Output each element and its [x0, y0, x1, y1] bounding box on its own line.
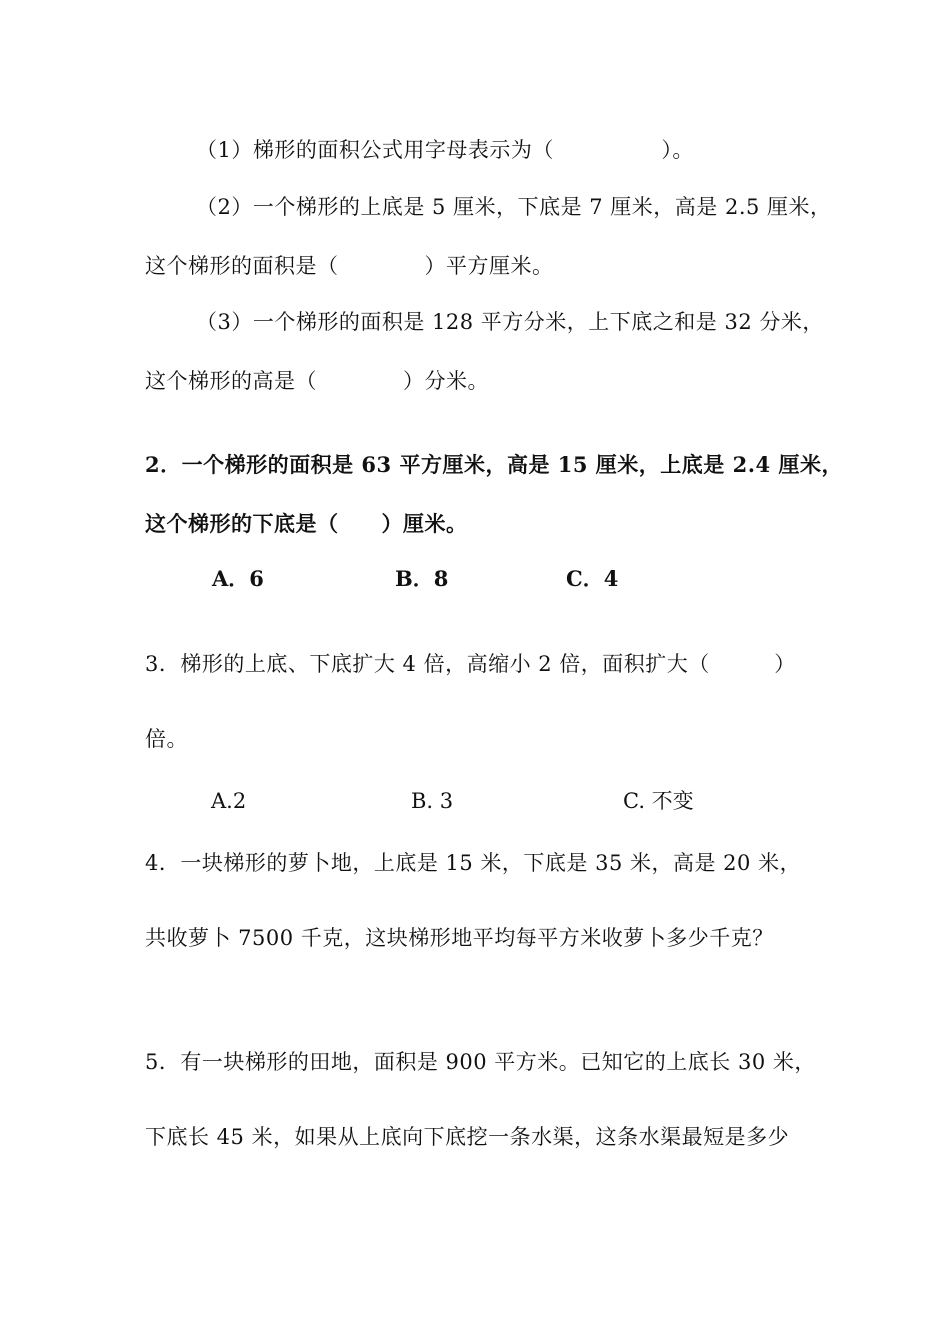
- q3-line1: 3．梯形的上底、下底扩大 4 倍，高缩小 2 倍，面积扩大（ ）: [145, 652, 796, 676]
- q1-sub2-line2: 这个梯形的面积是（ ）平方厘米。: [145, 254, 554, 278]
- q1-sub2-line1: （2）一个梯形的上底是 5 厘米，下底是 7 厘米，高是 2.5 厘米，: [196, 195, 832, 219]
- q4-line2: 共收萝卜 7500 千克，这块梯形地平均每平方米收萝卜多少千克？: [145, 926, 774, 950]
- q1-sub1-text: （1）梯形的面积公式用字母表示为（ ）。: [196, 138, 694, 162]
- q3-option-a: A.2: [211, 789, 247, 813]
- q2-option-b: B．8: [395, 566, 449, 591]
- q2-option-c: C．4: [566, 566, 619, 591]
- q3-option-b: B. 3: [411, 789, 454, 813]
- q4-line1: 4．一块梯形的萝卜地，上底是 15 米，下底是 35 米，高是 20 米，: [145, 851, 802, 875]
- q1-sub3-line2: 这个梯形的高是（ ）分米。: [145, 369, 489, 393]
- q1-sub3-line1: （3）一个梯形的面积是 128 平方分米，上下底之和是 32 分米，: [196, 310, 824, 334]
- q2-line2: 这个梯形的下底是（ ）厘米。: [145, 511, 468, 536]
- q2-line1: 2．一个梯形的面积是 63 平方厘米，高是 15 厘米，上底是 2.4 厘米，: [145, 452, 843, 477]
- q2-option-a: A．6: [212, 566, 264, 591]
- q5-line1: 5．有一块梯形的田地，面积是 900 平方米。已知它的上底长 30 米，: [145, 1050, 816, 1074]
- q3-line2: 倍。: [145, 727, 188, 751]
- q5-line2: 下底长 45 米，如果从上底向下底挖一条水渠，这条水渠最短是多少: [145, 1125, 790, 1149]
- q3-option-c: C. 不变: [623, 789, 694, 813]
